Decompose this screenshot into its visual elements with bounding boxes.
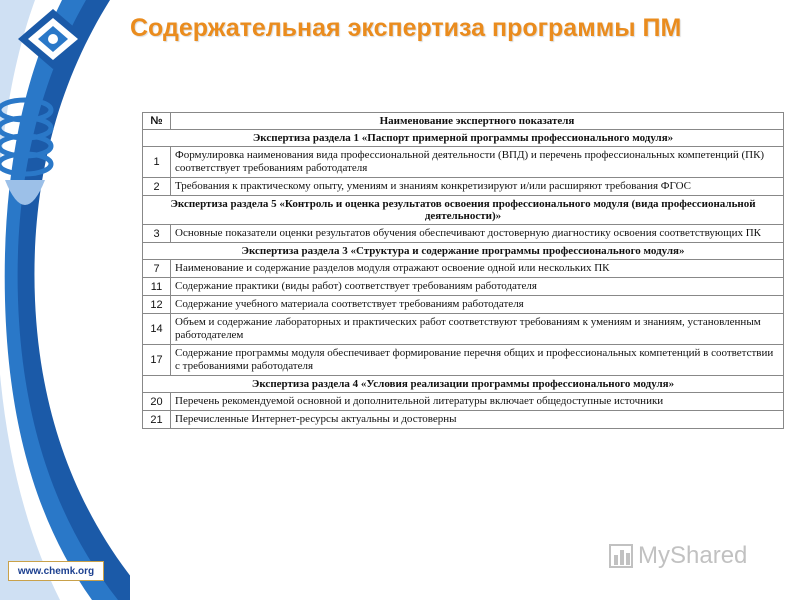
website-link[interactable]: www.chemk.org bbox=[8, 561, 104, 581]
lightbulb-icon bbox=[0, 80, 60, 240]
table-row bbox=[143, 393, 784, 411]
table-row bbox=[143, 260, 784, 278]
row-number: 3 bbox=[143, 225, 171, 243]
indicator-text: Основные показатели оценки результатов обучения обеспечивают достоверную диагностику освоения соответствующих ПК bbox=[171, 225, 784, 243]
indicator-text: Перечисленные Интернет-ресурсы актуальны и достоверны bbox=[171, 411, 784, 429]
row-number: 1 bbox=[143, 147, 171, 178]
column-header-name: Наименование экспертного показателя bbox=[171, 113, 784, 130]
indicator-text: Содержание учебного материала соответствует требованиям работодателя bbox=[171, 296, 784, 314]
row-number: 20 bbox=[143, 393, 171, 411]
watermark-text: MyShared bbox=[638, 542, 748, 569]
row-number: 2 bbox=[143, 178, 171, 196]
page-title: Содержательная экспертиза программы ПМ bbox=[130, 14, 682, 42]
expertise-table bbox=[142, 112, 784, 429]
indicator-text: Перечень рекомендуемой основной и дополнительной литературы включает общедоступные источники bbox=[171, 393, 784, 411]
section-header-row bbox=[143, 376, 784, 393]
watermark bbox=[608, 535, 788, 571]
table-row bbox=[143, 147, 784, 178]
row-number: 14 bbox=[143, 314, 171, 345]
section-header-row bbox=[143, 196, 784, 225]
row-number: 11 bbox=[143, 278, 171, 296]
section-header-row bbox=[143, 243, 784, 260]
table-row bbox=[143, 178, 784, 196]
column-header-number: № bbox=[143, 113, 171, 130]
section-title: Экспертиза раздела 1 «Паспорт примерной программы профессионального модуля» bbox=[143, 130, 784, 147]
left-decor-panel bbox=[0, 0, 130, 600]
indicator-text: Наименование и содержание разделов модуля отражают освоение одной или нескольких ПК bbox=[171, 260, 784, 278]
row-number: 17 bbox=[143, 345, 171, 376]
section-title: Экспертиза раздела 5 «Контроль и оценка результатов освоения профессионального модуля (вида профессиональной деятельности)» bbox=[143, 196, 784, 225]
table-row bbox=[143, 225, 784, 243]
indicator-text: Объем и содержание лабораторных и практических работ соответствуют требованиям к умениям и знаниям, установленным работодателем bbox=[171, 314, 784, 345]
row-number: 12 bbox=[143, 296, 171, 314]
table-row bbox=[143, 296, 784, 314]
college-logo bbox=[8, 4, 98, 74]
row-number: 7 bbox=[143, 260, 171, 278]
indicator-text: Содержание программы модуля обеспечивает формирование перечня общих и профессиональных компетенций в соответствии с требованиями работодателя bbox=[171, 345, 784, 376]
section-title: Экспертиза раздела 4 «Условия реализации программы профессионального модуля» bbox=[143, 376, 784, 393]
table-row bbox=[143, 345, 784, 376]
table-row bbox=[143, 278, 784, 296]
section-header-row bbox=[143, 130, 784, 147]
indicator-text: Формулировка наименования вида профессиональной деятельности (ВПД) и перечень профессиональных компетенций (ПК) соответствует требованиям работодателя bbox=[171, 147, 784, 178]
table-header-row bbox=[143, 113, 784, 130]
table-body bbox=[143, 130, 784, 429]
watermark-chart-icon bbox=[608, 535, 788, 571]
section-title: Экспертиза раздела 3 «Структура и содержание программы профессионального модуля» bbox=[143, 243, 784, 260]
table-row bbox=[143, 411, 784, 429]
indicator-text: Требования к практическому опыту, умениям и знаниям конкретизируют и/или расширяют требования ФГОС bbox=[171, 178, 784, 196]
table-row bbox=[143, 314, 784, 345]
row-number: 21 bbox=[143, 411, 171, 429]
indicator-text: Содержание практики (виды работ) соответствует требованиям работодателя bbox=[171, 278, 784, 296]
